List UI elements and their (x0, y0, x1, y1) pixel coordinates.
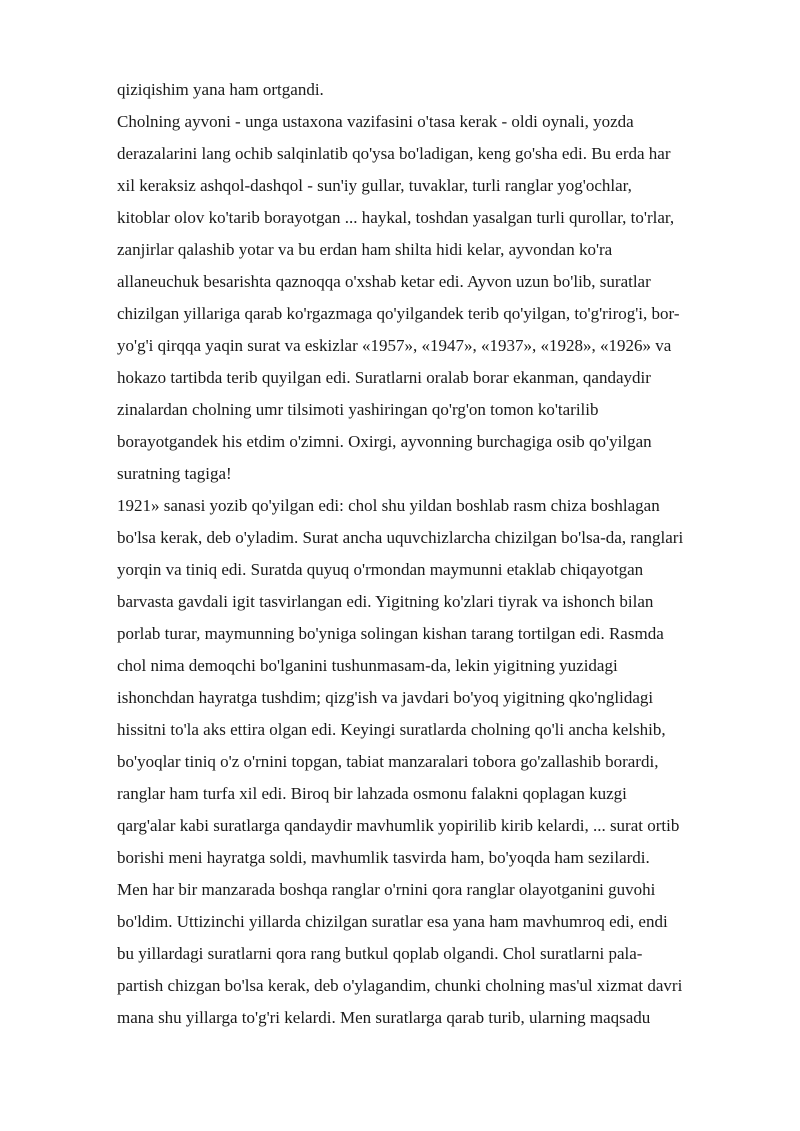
text-line: porlab turar, maymunning bo'yniga solingan kishan tarang tortilgan edi. Rasmda (117, 624, 664, 643)
text-line: partish chizgan bo'lsa kerak, deb o'ylagandim, chunki cholning mas'ul xizmat davri (117, 976, 683, 995)
text-line: allaneuchuk besarishta qaznoqqa o'xshab ketar edi. Ayvon uzun bo'lib, suratlar (117, 272, 651, 291)
text-line: qiziqishim yana ham ortgandi. (117, 80, 324, 99)
text-line: zanjirlar qalashib yotar va bu erdan ham shilta hidi kelar, ayvondan ko'ra (117, 240, 613, 259)
text-line: chol nima demoqchi bo'lganini tushunmasam-da, lekin yigitning yuzidagi (117, 656, 618, 675)
text-line: derazalarini lang ochib salqinlatib qo'ysa bo'ladigan, keng go'sha edi. Bu erda har (117, 144, 671, 163)
document-body (117, 74, 742, 1034)
text-line: zinalardan cholning umr tilsimoti yashiringan qo'rg'on tomon ko'tarilib (117, 400, 599, 419)
text-line: qarg'alar kabi suratlarga qandaydir mavhumlik yopirilib kirib kelardi, ... surat ortib (117, 816, 680, 835)
text-line: hokazo tartibda terib quyilgan edi. Suratlarni oralab borar ekanman, qandaydir (117, 368, 651, 387)
text-line: Men har bir manzarada boshqa ranglar o'rnini qora ranglar olayotganini guvohi (117, 880, 656, 899)
text-line: kitoblar olov ko'tarib borayotgan ... haykal, toshdan yasalgan turli qurollar, to'rlar, (117, 208, 675, 227)
text-line: xil keraksiz ashqol-dashqol - sun'iy gullar, tuvaklar, turli ranglar yog'ochlar, (117, 176, 632, 195)
text-line: ranglar ham turfa xil edi. Biroq bir lahzada osmonu falakni qoplagan kuzgi (117, 784, 627, 803)
text-line: bo'lsa kerak, deb o'yladim. Surat ancha uquvchizlarcha chizilgan bo'lsa-da, ranglari (117, 528, 684, 547)
text-line: barvasta gavdali igit tasvirlangan edi. Yigitning ko'zlari tiyrak va ishonch bilan (117, 592, 654, 611)
text-line: yo'g'i qirqqa yaqin surat va eskizlar «1957», «1947», «1937», «1928», «1926» va (117, 336, 672, 355)
text-line: mana shu yillarga to'g'ri kelardi. Men suratlarga qarab turib, ularning maqsadu (117, 1008, 651, 1027)
text-line: chizilgan yillariga qarab ko'rgazmaga qo'yilgandek terib qo'yilgan, to'g'rirog'i, bor- (117, 304, 680, 323)
text-line: Cholning ayvoni - unga ustaxona vazifasini o'tasa kerak - oldi oynali, yozda (117, 112, 634, 131)
text-line: ishonchdan hayratga tushdim; qizg'ish va javdari bo'yoq yigitning qko'nglidagi (117, 688, 654, 707)
text-line: bu yillardagi suratlarni qora rang butkul qoplab olgandi. Chol suratlarni pala- (117, 944, 643, 963)
text-line: bo'ldim. Uttizinchi yillarda chizilgan suratlar esa yana ham mavhumroq edi, endi (117, 912, 668, 931)
text-line: hissitni to'la aks ettira olgan edi. Keyingi suratlarda cholning qo'li ancha kelshib, (117, 720, 666, 739)
text-line: bo'yoqlar tiniq o'z o'rnini topgan, tabiat manzaralari tobora go'zallashib borardi, (117, 752, 659, 771)
text-line: yorqin va tiniq edi. Suratda quyuq o'rmondan maymunni etaklab chiqayotgan (117, 560, 644, 579)
text-line: borishi meni hayratga soldi, mavhumlik tasvirda ham, bo'yoqda ham sezilardi. (117, 848, 650, 867)
text-line: borayotgandek his etdim o'zimni. Oxirgi, ayvonning burchagiga osib qo'yilgan (117, 432, 652, 451)
text-line: suratning tagiga! (117, 464, 232, 483)
text-line: 1921» sanasi yozib qo'yilgan edi: chol shu yildan boshlab rasm chiza boshlagan (117, 496, 660, 515)
